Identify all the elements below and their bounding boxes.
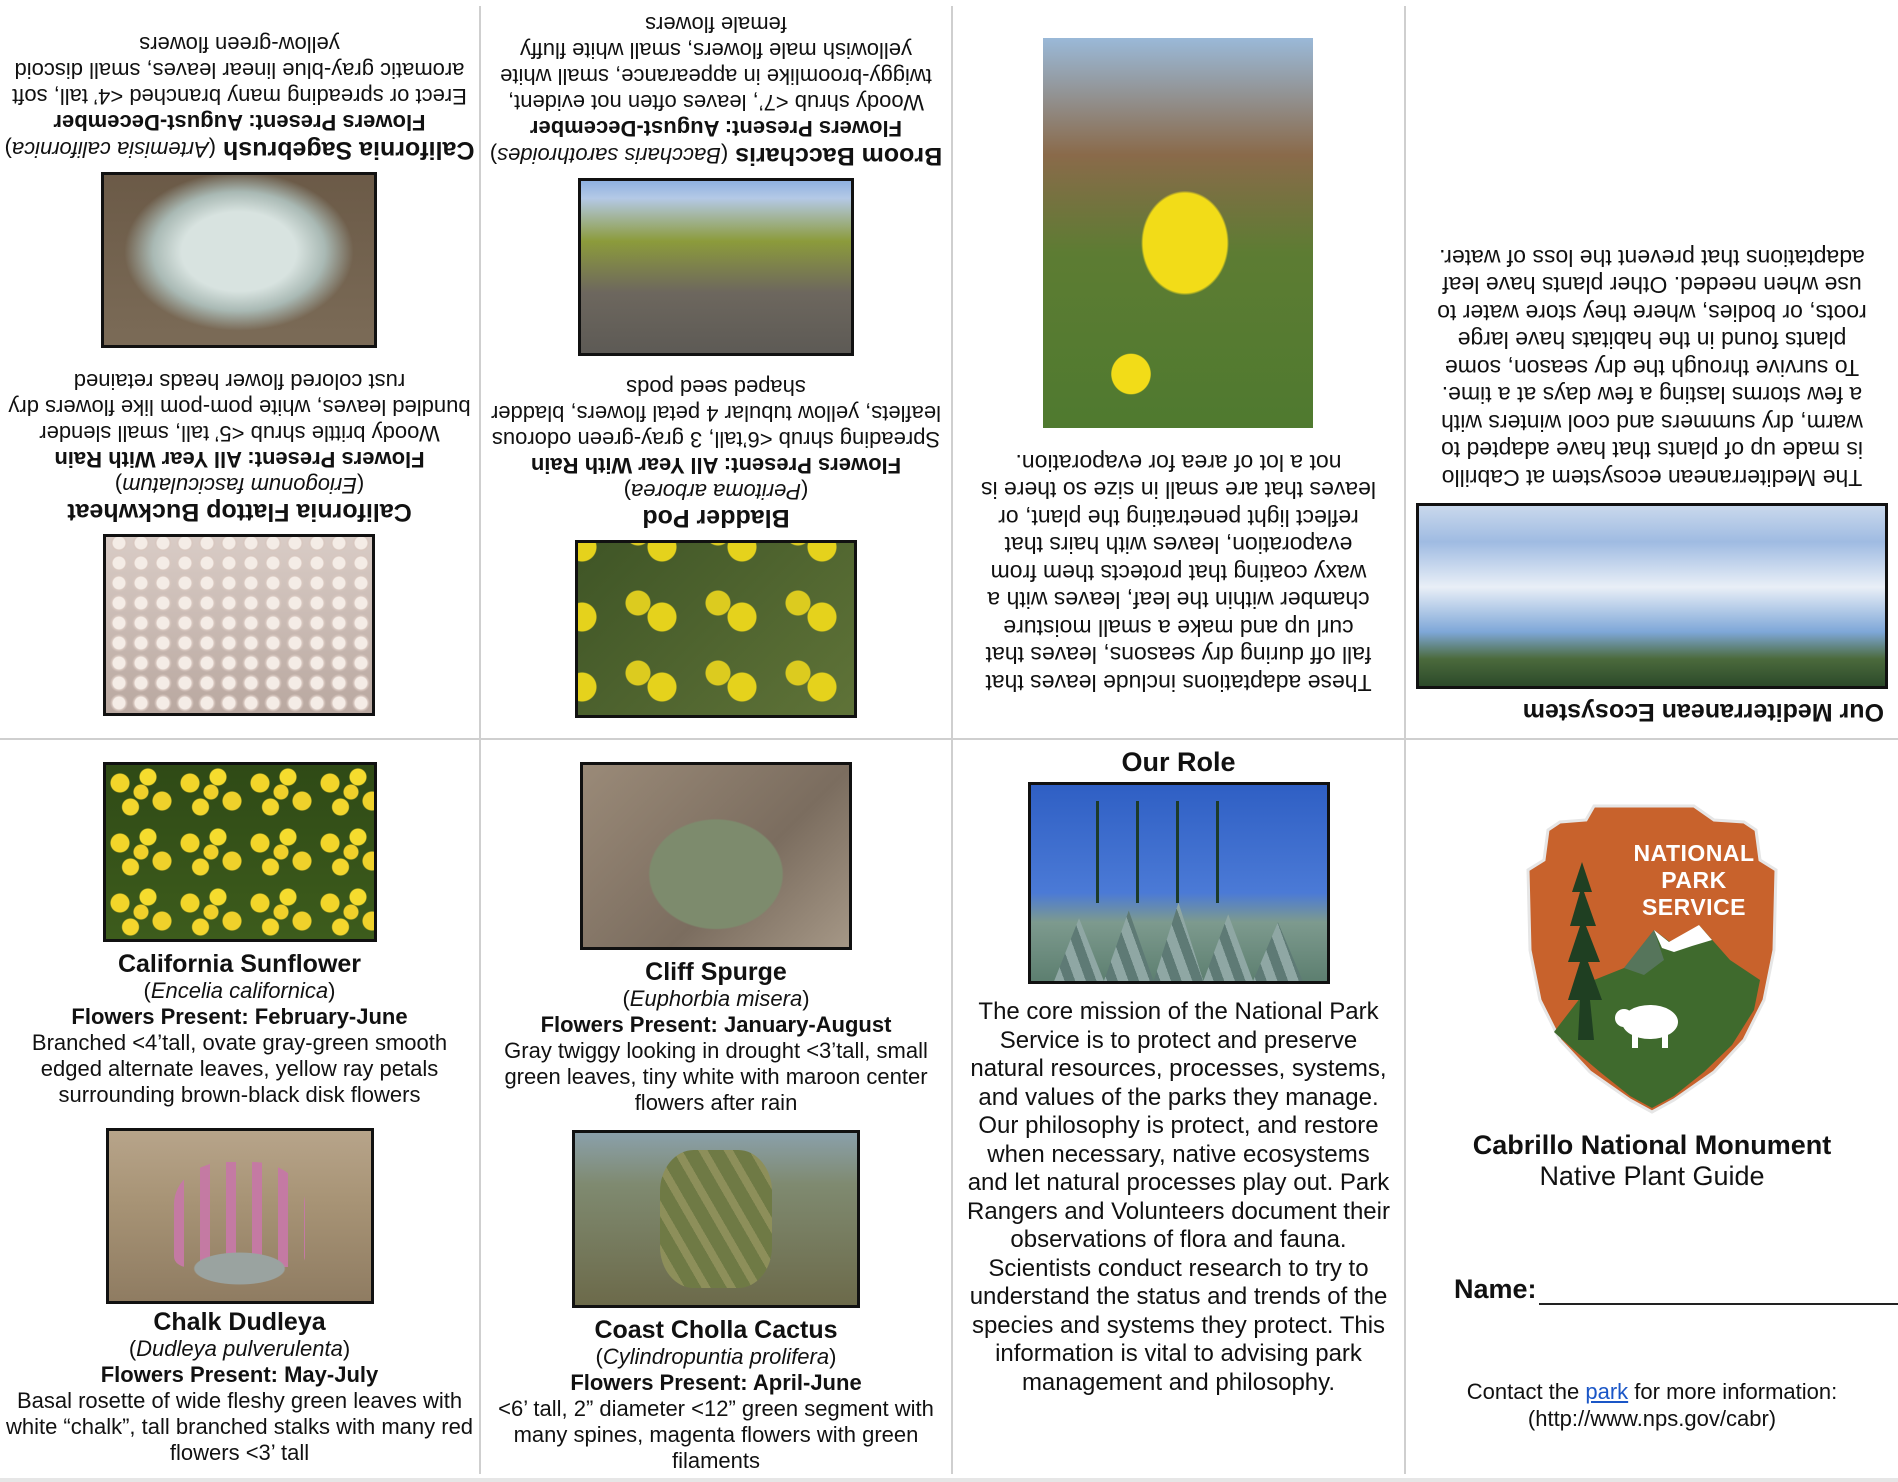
flowering-period: Flowers Present: May-July <box>100 1362 379 1387</box>
plant-bladder-pod <box>481 374 951 736</box>
plant-coast-cholla <box>481 1116 951 1474</box>
our-role-text: The core mission of the National Park Service is to protect and preserve natural resources, processes, systems, and values of the parks they manage. Our philosophy is protect, and restore when necessary, native ecosystems and let natural processes play out. Park Rangers and Volunteers document their observations of flora and fauna. Scientists conduct research to try to understand the status and trends of the species and systems they protect. This information is vital to advising park management and philosophy. <box>967 998 1390 1396</box>
ecosystem-text: The Mediterranean ecosystem at Cabrillo is made up of plants that have adapted to warm, dry summers and cool winters with a few storms lasting a few days at a time. To survive through the dry season, some plants found in the habitats have large roots, or bodies, where they store water to use when needed. Other plants have leaf adaptations that prevent the loss of water. <box>1437 245 1867 491</box>
succulent-rosette-photo <box>106 1128 374 1304</box>
flowering-period: Flowers Present: All Year With Rain <box>54 447 425 472</box>
plant-description: Gray twiggy looking in drought <3’tall, small green leaves, tiny white with maroon center flowers after rain <box>504 1038 928 1115</box>
plant-description: Erect or spreading many branched <4’ tall, soft aromatic gray-blue linear leaves, small discoid yellow-green flowers <box>12 32 467 109</box>
plant-name: Chalk Dudleya <box>153 1308 326 1336</box>
plant-description: <6’ tall, 2” diameter <12” green segment with many spines, magenta flowers with green filaments <box>498 1396 934 1473</box>
panel-bladderpod-baccharis <box>481 8 951 736</box>
plant-name: California Sunflower <box>117 950 362 978</box>
plant-description: Branched <4’tall, ovate gray-green smooth edged alternate leaves, yellow ray petals surrounding brown-black disk flowers <box>31 1030 448 1107</box>
flowering-period: Flowers Present: August-December <box>53 110 426 135</box>
yellow-flower-field-photo <box>103 762 377 942</box>
scientific-name: (Dudleya pulverulenta) <box>128 1336 351 1361</box>
yellow-flower-shrub-photo <box>575 540 857 718</box>
scientific-name: (Euphorbia misera) <box>622 986 810 1011</box>
plant-name: California Flattop Buckwheat <box>67 498 412 526</box>
cactus-photo <box>572 1130 860 1308</box>
panel-mediterranean-ecosystem <box>1406 8 1898 736</box>
agave-sky-photo <box>1028 782 1330 984</box>
name-label: Name: <box>1454 1274 1537 1304</box>
panel-adaptations <box>953 8 1404 736</box>
cover-title-block <box>1406 1130 1898 1192</box>
panel-cover <box>1406 742 1898 1478</box>
plant-description: Woody brittle shrub <5’ tall, small slender bundled leaves, white pom-pom like flowers dry rust colored flower heads retained <box>8 369 471 446</box>
plant-name: Bladder Pod <box>642 504 790 532</box>
adaptations-text: These adaptations include leaves that fall off during dry seasons, leaves that curl up and make a small moisture chamber within the leaf, leaves with a waxy coating that protects them from evaporation, leaves with hairs that reflect light penetrating the plant, or leaves that are small in size so there is not a lot of area for evaporation. <box>981 450 1377 696</box>
broom-shrub-photo <box>578 178 854 356</box>
park-link[interactable]: park <box>1585 1379 1629 1404</box>
sagebrush-photo <box>102 172 378 348</box>
plant-california-sunflower <box>0 742 479 1108</box>
plant-flattop-buckwheat <box>0 368 479 736</box>
panel-buckwheat-sagebrush <box>0 8 479 736</box>
name-field[interactable] <box>1539 1279 1898 1305</box>
guide-subtitle: Native Plant Guide <box>1539 1161 1765 1191</box>
monument-title: Cabrillo National Monument <box>1472 1130 1832 1160</box>
nps-logo-text: NATIONAL PARK SERVICE <box>1633 840 1755 920</box>
plant-chalk-dudleya <box>0 1108 479 1466</box>
scientific-name: (Eriogonum fasciculatum) <box>114 473 365 498</box>
name-field-row <box>1454 1274 1898 1305</box>
scientific-name: (Peritoma arborea) <box>623 479 809 504</box>
plant-name: Coast Cholla Cactus <box>594 1316 838 1344</box>
panel-spurge-cholla <box>481 742 951 1478</box>
clouds-sky-photo <box>1416 503 1888 689</box>
scientific-name: (Encelia californica) <box>143 978 336 1003</box>
contact-info: Contact the park for more information: (http://www.nps.gov/cabr) <box>1406 1378 1898 1432</box>
park-url: (http://www.nps.gov/cabr) <box>1527 1406 1777 1431</box>
plant-description: Woody shrub <7’, leaves often not evident, twiggy-broomlike in appearance, small white yellowish male flowers, small white fluffy female flowers <box>500 12 932 115</box>
shrub-on-rock-photo <box>580 762 852 950</box>
plant-name: Cliff Spurge <box>645 958 787 986</box>
our-role-heading: Our Role <box>1121 747 1236 777</box>
plant-name: California Sagebrush (Artemisia californica) <box>4 136 475 164</box>
ecosystem-heading: Our Mediterranean Ecosystem <box>1522 698 1884 726</box>
plant-california-sagebrush <box>0 31 479 368</box>
white-flower-cluster-photo <box>104 534 376 716</box>
plant-description: Spreading shrub <6’tall, 3 gray-green odorous leaflets, yellow tubular 4 petal flowers, bladder shaped seed pods <box>490 375 942 452</box>
panel-our-role <box>953 742 1404 1478</box>
flowering-period: Flowers Present: All Year With Rain <box>530 453 902 478</box>
plant-name: Broom Baccharis (Baccharis sarothroides) <box>489 142 943 170</box>
fold-line-horizontal <box>0 738 1898 740</box>
nps-arrowhead-logo <box>1524 800 1780 1114</box>
plant-description: Basal rosette of wide fleshy green leaves with white “chalk”, tall branched stalks with many red flowers <3’ tall <box>5 1388 474 1465</box>
flowering-period: Flowers Present: August-December <box>529 116 903 141</box>
flowering-period: Flowers Present: January-August <box>540 1012 892 1037</box>
yellow-flower-closeup-photo <box>1044 39 1314 429</box>
flowering-period: Flowers Present: February-June <box>71 1004 408 1029</box>
plant-cliff-spurge <box>481 742 951 1116</box>
scientific-name: (Cylindropuntia prolifera) <box>595 1344 837 1369</box>
flowering-period: Flowers Present: April-June <box>570 1370 862 1395</box>
panel-sunflower-dudleya <box>0 742 479 1478</box>
plant-broom-baccharis <box>481 11 951 374</box>
